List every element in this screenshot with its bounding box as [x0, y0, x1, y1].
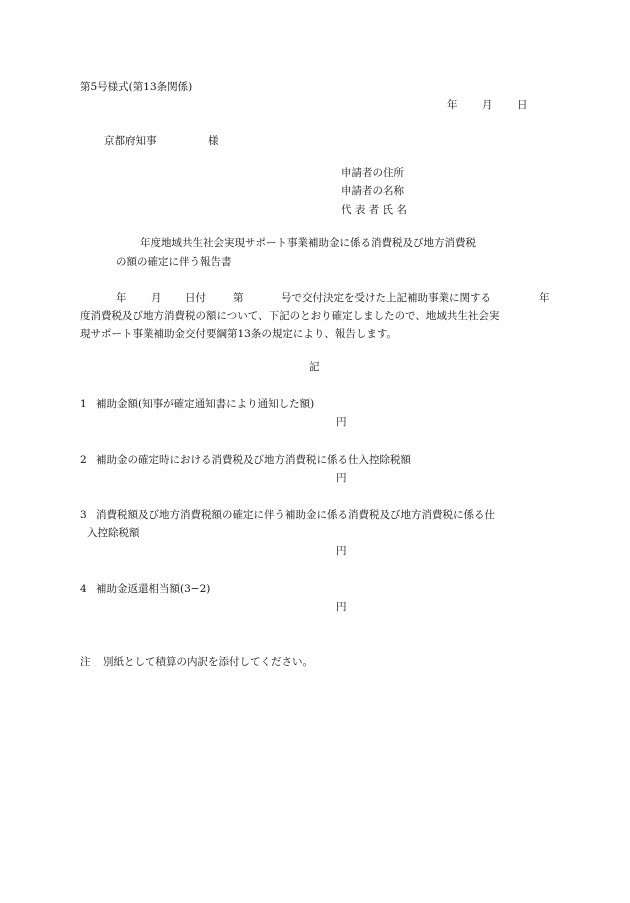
item-3-unit: 円 — [336, 545, 347, 557]
item-2-unit: 円 — [336, 472, 347, 484]
note-text: 別紙として積算の内訳を添付してください。 — [103, 656, 313, 668]
ki-heading: 記 — [309, 361, 320, 373]
item-2-number: 2 — [80, 454, 87, 466]
body-year-label: 年 — [116, 292, 127, 304]
note-label: 注 — [80, 656, 91, 668]
item-3-text: 消費税額及び地方消費税額の確定に伴う補助金に係る消費税及び地方消費税に係る仕 — [96, 509, 495, 521]
body-line2: 度消費税及び地方消費税の額について、下記のとおり確定しましたので、地域共生社会実 — [80, 310, 500, 322]
applicant-address-label: 申請者の住所 — [341, 167, 404, 179]
item-1-number: 1 — [80, 398, 87, 410]
item-3-text-continued: 入控除税額 — [87, 527, 140, 539]
date-month-label: 月 — [482, 99, 493, 111]
addressee-honorific: 様 — [208, 135, 219, 147]
date-year-label: 年 — [447, 99, 458, 111]
report-title-line1: 年度地域共生社会実現サポート事業補助金に係る消費税及び地方消費税 — [140, 237, 476, 249]
addressee-name: 京都府知事 — [104, 135, 157, 147]
body-year2-label: 年 — [539, 292, 550, 304]
item-4-number: 4 — [80, 583, 87, 595]
applicant-representative-label: 代 表 者 氏 名 — [341, 204, 407, 216]
item-1-unit: 円 — [336, 416, 347, 428]
item-1-text: 補助金額(知事が確定通知書により通知した額) — [96, 398, 315, 410]
applicant-name-label: 申請者の名称 — [341, 185, 404, 197]
body-line3: 現サポート事業補助金交付要綱第13条の規定により、報告します。 — [80, 328, 398, 340]
item-3-number: 3 — [80, 509, 87, 521]
body-number-prefix: 第 — [233, 292, 244, 304]
item-2-text: 補助金の確定時における消費税及び地方消費税に係る仕入控除税額 — [96, 454, 411, 466]
body-day-label: 日付 — [185, 292, 206, 304]
form-number: 第5号様式(第13条関係) — [80, 81, 193, 93]
item-4-unit: 円 — [336, 601, 347, 613]
body-month-label: 月 — [151, 292, 162, 304]
body-line1-text: 号で交付決定を受けた上記補助事業に関する — [281, 292, 491, 304]
item-4-text: 補助金返還相当額(3−2) — [96, 583, 211, 595]
date-day-label: 日 — [517, 99, 528, 111]
report-title-line2: の額の確定に伴う報告書 — [116, 256, 232, 268]
